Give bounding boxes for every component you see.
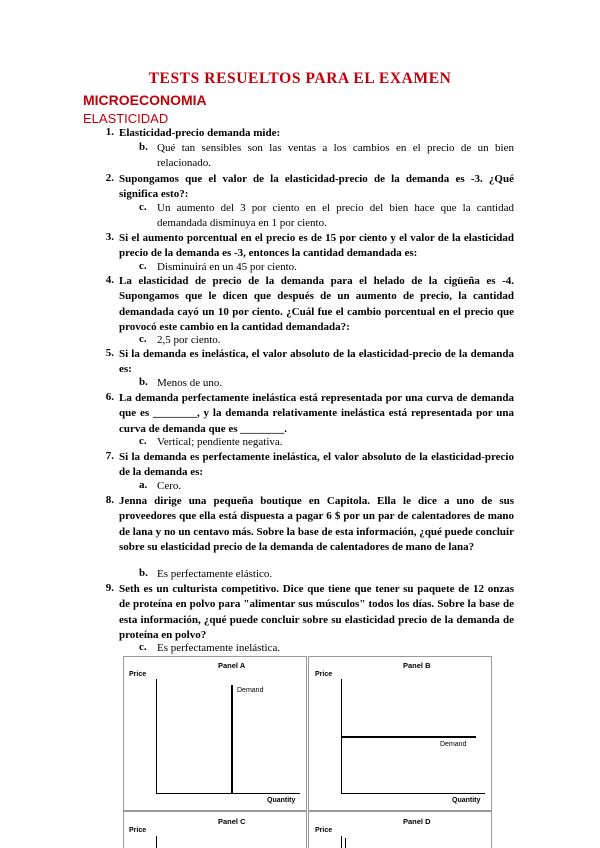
- question-text: Elasticidad-precio demanda mide:: [119, 127, 281, 139]
- x-axis: [156, 793, 300, 794]
- question-text: Si la demanda es perfectamente inelástica, el valor absoluto de la elasticidad-precio de la demanda es:: [119, 451, 514, 479]
- panel-c: [123, 811, 307, 848]
- question-number: 7.: [105, 450, 114, 462]
- question-number: 5.: [105, 347, 114, 359]
- x-axis-label: Quantity: [267, 797, 296, 804]
- panel-title: Panel D: [403, 817, 431, 826]
- curve-label: Demand: [237, 687, 264, 694]
- question-number: 3.: [105, 231, 114, 243]
- answer-text: Es perfectamente elástico.: [157, 568, 273, 580]
- panel-b: [308, 656, 492, 811]
- y-axis-label: Price: [315, 827, 333, 834]
- panel-d: [308, 811, 492, 848]
- answer-letter: b.: [139, 141, 148, 153]
- answer-letter: c.: [139, 641, 147, 653]
- question-number: 8.: [105, 494, 114, 506]
- answer-text: Vertical; pendiente negativa.: [157, 436, 283, 448]
- y-axis-label: Price: [129, 671, 147, 678]
- panel-title: Panel B: [403, 661, 431, 670]
- question-number: 9.: [105, 582, 114, 594]
- answer-text: Qué tan sensibles son las ventas a los cambios en el precio de un bien relacionado.: [157, 142, 514, 170]
- curve-label: Demand: [440, 741, 467, 748]
- panel-title: Panel C: [218, 817, 246, 826]
- answer-text: Disminuirá en un 45 por ciento.: [157, 261, 297, 273]
- answer-letter: b.: [139, 376, 148, 388]
- answer-text: Un aumento del 3 por ciento en el precio del bien hace que la cantidad demandada disminuya en 1 por ciento.: [157, 202, 514, 230]
- answer-letter: c.: [139, 333, 147, 345]
- question-text: La demanda perfectamente inelástica está representada por una curva de demanda que es ________, y la demanda relativamente inelástica está representada por una curva de demanda que es ________.: [119, 392, 514, 435]
- question-number: 6.: [105, 391, 114, 403]
- y-axis-label: Price: [129, 827, 147, 834]
- question-text: Si la demanda es inelástica, el valor absoluto de la elasticidad-precio de la demanda es:: [119, 348, 514, 376]
- answer-letter: b.: [139, 567, 148, 579]
- question-number: 2.: [105, 172, 114, 184]
- answer-letter: c.: [139, 435, 147, 447]
- section-heading: ELASTICIDAD: [83, 111, 169, 126]
- answer-text: Cero.: [157, 480, 182, 492]
- answer-letter: c.: [139, 201, 147, 213]
- answer-text: Es perfectamente inelástica.: [157, 642, 281, 654]
- answer-text: Menos de uno.: [157, 377, 223, 389]
- subject-heading: MICROECONOMIA: [83, 92, 207, 108]
- answer-letter: c.: [139, 260, 147, 272]
- question-text: Jenna dirige una pequeña boutique en Capitola. Ella le dice a uno de sus proveedores que ella está dispuesta a pagar 6 $ por un par de calentadores de mano de lana y no un centavo más. Sobre la base de esta información, ¿qué puede concluir sobre su elasticidad precio de la demanda de calentadores de mano de lana?: [119, 495, 514, 554]
- y-axis: [156, 679, 157, 794]
- demand-curve: [342, 736, 476, 738]
- x-axis: [341, 793, 485, 794]
- question-text: La elasticidad de precio de la demanda para el helado de la cigüeña es -4. Supongamos que le dicen que después de un aumento de precio, la cantidad demandada cayó un 10 por ciento. ¿Cuál fue el cambio porcentual en el precio que provocó este cambio en la cantidad demandada?:: [119, 275, 514, 334]
- panel-title: Panel A: [218, 661, 246, 670]
- document-title: TESTS RESUELTOS PARA EL EXAMEN: [148, 70, 452, 87]
- question-text: Supongamos que el valor de la elasticidad-precio de la demanda es -3. ¿Qué significa esto?:: [119, 173, 514, 201]
- x-axis-label: Quantity: [452, 797, 481, 804]
- panel-a: [123, 656, 307, 811]
- y-axis: [156, 836, 157, 848]
- question-text: Si el aumento porcentual en el precio es de 15 por ciento y el valor de la elasticidad precio de la demanda es -3, entonces la cantidad demandada es:: [119, 232, 514, 260]
- question-text: Seth es un culturista competitivo. Dice que tiene que tener su paquete de 12 onzas de proteína en polvo para "alimentar sus músculos" todos los días. Sobre la base de esta información, ¿qué puede concluir sobre su elasticidad precio de la demanda de proteína en polvo?: [119, 583, 514, 642]
- question-number: 1.: [105, 126, 114, 138]
- y-axis-label: Price: [315, 671, 333, 678]
- demand-curve: [345, 838, 346, 848]
- answer-text: 2,5 por ciento.: [157, 334, 221, 346]
- question-number: 4.: [105, 274, 114, 286]
- y-axis: [341, 836, 342, 848]
- answer-letter: a.: [139, 479, 148, 491]
- demand-curve: [231, 685, 233, 793]
